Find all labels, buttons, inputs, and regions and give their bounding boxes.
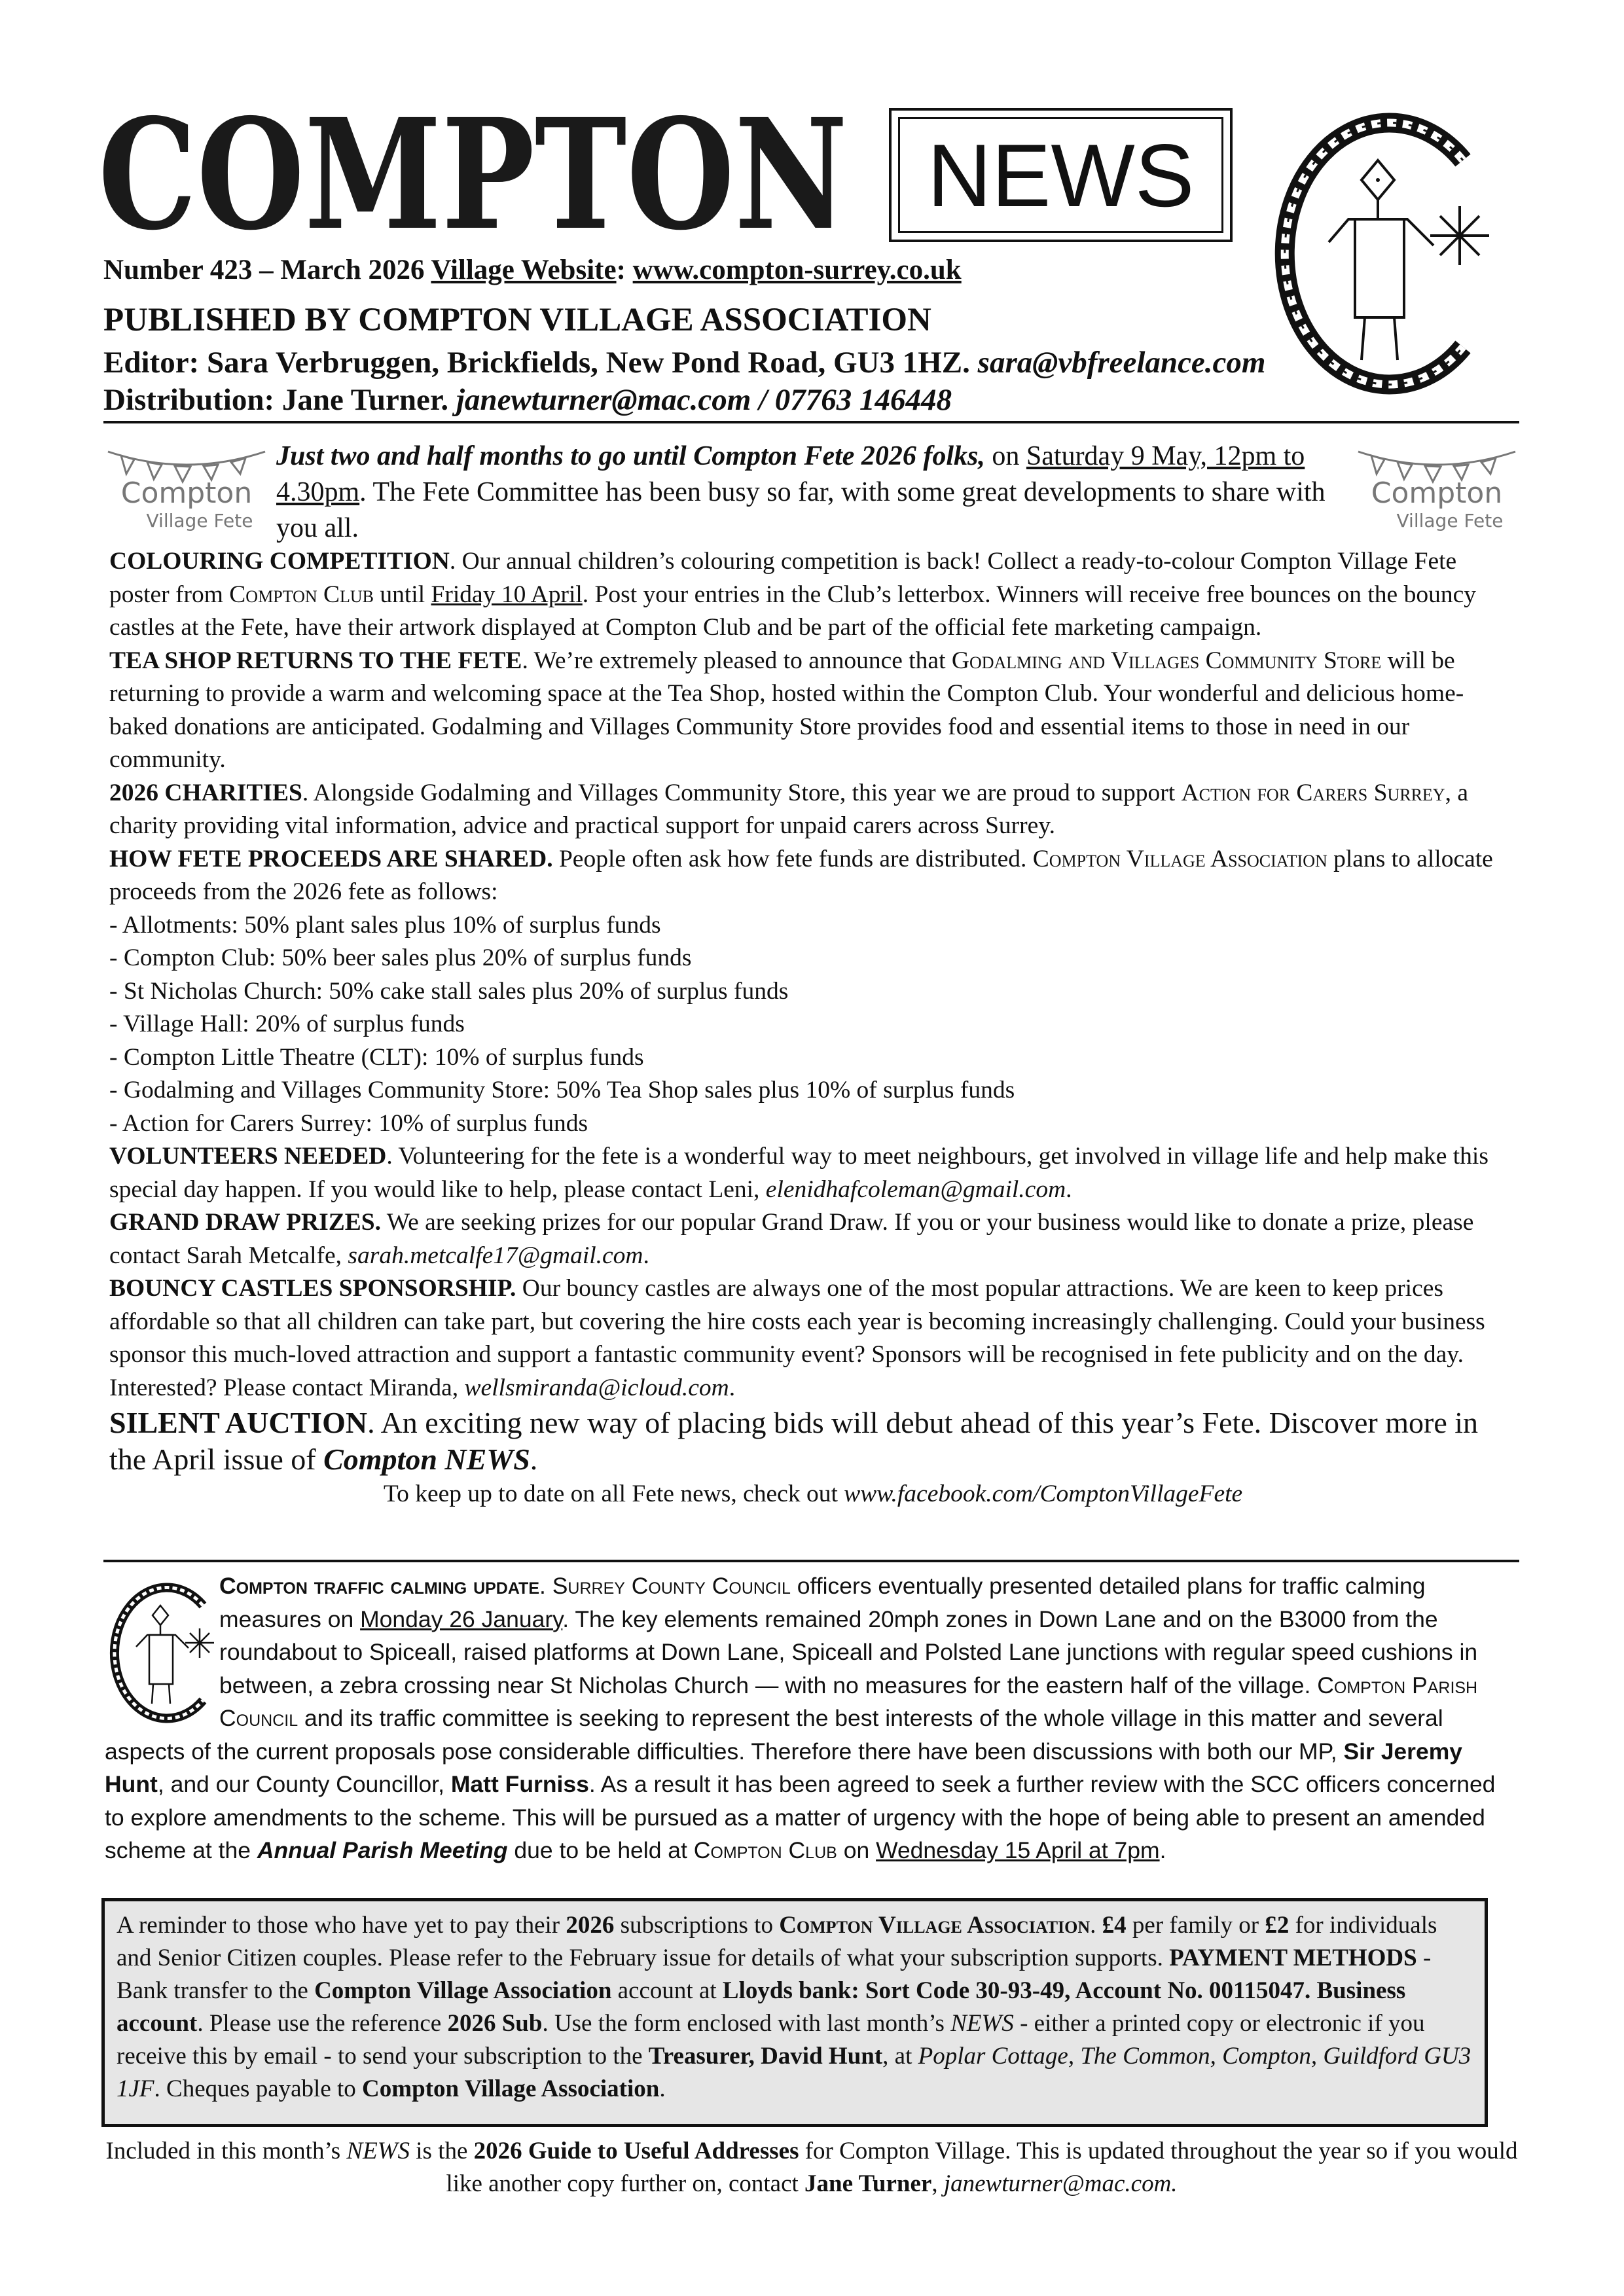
news-box (889, 108, 1233, 242)
charities-heading: 2026 CHARITIES (109, 779, 302, 806)
bouncy-castles-email[interactable]: wellsmiranda@icloud.com (464, 1374, 729, 1401)
issue-number: Number 423 – March 2026 (103, 255, 425, 285)
list-item: - Village Hall: 20% of surplus funds (109, 1011, 465, 1037)
proceeds-heading: HOW FETE PROCEEDS ARE SHARED. (109, 845, 553, 872)
colouring-paragraph: COLOURING COMPETITION. Our annual children’s colouring competition is back! Collect a ready-to-colour Compton Village Fete poster from Compton Club until Friday 10 April. Post your entries in the Club’s letterbox. Winners will receive free bounces on the bouncy castles at the Fete, have their artwork displayed at Compton Club and be part of the official fete marketing campaign. (109, 548, 1476, 641)
svg-text:Compton: Compton (120, 476, 253, 510)
bouncy-castles-heading: BOUNCY CASTLES SPONSORSHIP. (109, 1275, 516, 1302)
facebook-line: To keep up to date on all Fete news, check out www.facebook.com/ComptonVillageFete (383, 1480, 1243, 1507)
fete-intro: Just two and half months to go until Compton Fete 2026 folks, on Saturday 9 May, 12pm to 4.30pm. The Fete Committee has been busy so far, with some great developments to share with you all. (276, 441, 1326, 543)
volunteers-heading: VOLUNTEERS NEEDED (109, 1143, 387, 1170)
issue-line: Number 423 – March 2026 Village Website: www.compton-surrey.co.uk (103, 255, 962, 285)
distribution-name: Distribution: Jane Turner. (103, 383, 449, 417)
tea-shop-paragraph: TEA SHOP RETURNS TO THE FETE. We’re extremely pleased to announce that Godalming and Villages Community Store will be returning to provide a warm and welcoming space at the Tea Shop, hosted within the Compton Club. Your wonderful and delicious home-baked donations are anticipated. Godalming and Villages Community Store provides food and essential items to those in need in our community. (109, 647, 1464, 773)
publisher-line: PUBLISHED BY COMPTON VILLAGE ASSOCIATION (103, 302, 931, 338)
distribution-contact[interactable]: janewturner@mac.com / 07763 146448 (456, 383, 952, 417)
tea-shop-heading: TEA SHOP RETURNS TO THE FETE (109, 647, 522, 674)
website-link[interactable]: www.compton-surrey.co.uk (632, 255, 962, 285)
guide-notice: Included in this month’s NEWS is the 2026 Guide to Useful Addresses for Compton Village. This is updated throughout the year so if you would like another copy further on, contact Jane Turner, janewturner@mac.com. (105, 2138, 1518, 2197)
editor-email[interactable]: sara@vbfreelance.com (977, 346, 1266, 380)
grand-draw-heading: GRAND DRAW PRIZES. (109, 1209, 381, 1236)
traffic-article: Compton traffic calming update. Surrey County Council officers eventually presented detailed plans for traffic calming measures on Monday 26 January. The key elements remained 20mph zones in Down Lane and on the B3000 from the roundabout to Spiceall, raised platforms at Down Lane, Spiceall and Polsted Lane junctions with regular speed cushions in between, a zebra crossing near St Nicholas Church — with no measures for the eastern half of the village. Compton Parish Council and its traffic committee is seeking to represent the best interests of the whole village in this matter and several aspects of the current proposals pose considerable difficulties. Therefore there have been discussions with both our MP, Sir Jeremy Hunt, and our County Councillor, Matt Furniss. As a result it has been agreed to seek a further review with the SCC officers concerned to explore amendments to the scheme. This will be pursued as a matter of urgency with the hope of being able to present an amended scheme at the Annual Parish Meeting due to be held at Compton Club on Wednesday 15 April at 7pm. (105, 1570, 1519, 1867)
grand-draw-email[interactable]: sarah.metcalfe17@gmail.com (348, 1242, 643, 1269)
volunteers-paragraph: VOLUNTEERS NEEDED. Volunteering for the fete is a wonderful way to meet neighbours, get involved in village life and help make this special day happen. If you would like to help, please contact Leni, elenidhafcoleman@gmail.com. (109, 1143, 1489, 1203)
charities-paragraph: 2026 CHARITIES. Alongside Godalming and Villages Community Store, this year we are proud to support Action for Carers Surrey, a charity providing vital information, advice and practical support for unpaid carers across Surrey. (109, 779, 1468, 839)
grand-draw-paragraph: GRAND DRAW PRIZES. We are seeking prizes for our popular Grand Draw. If you or your business would like to donate a prize, please contact Sarah Metcalfe, sarah.metcalfe17@gmail.com. (109, 1209, 1474, 1269)
list-item: - Godalming and Villages Community Store: 50% Tea Shop sales plus 10% of surplus funds (109, 1077, 1015, 1103)
editor-line (103, 345, 1265, 380)
fete-intro-lead: Just two and half months to go until Compton Fete 2026 folks, (276, 441, 985, 471)
treasurer-address: Poplar Cottage, The Common, Compton, Guildford GU3 1JF (117, 2043, 1471, 2102)
distribution-line (103, 382, 952, 418)
list-item: - Action for Carers Surrey: 10% of surplus funds (109, 1109, 588, 1137)
masthead-title (98, 98, 851, 262)
website-label: Village Website (431, 255, 617, 285)
section-divider (103, 1560, 1519, 1562)
svg-text:Village Fete: Village Fete (1396, 510, 1504, 531)
fete-bunting-logo-icon (1352, 432, 1522, 537)
volunteers-email[interactable]: elenidhafcoleman@gmail.com (765, 1175, 1066, 1203)
subscription-reminder-box: A reminder to those who have yet to pay their 2026 subscriptions to Compton Village Association. £4 per family or £2 for individuals and Senior Citizen couples. Please refer to the February issue for details of what your subscription supports. PAYMENT METHODS - Bank transfer to the Compton Village Association account at Lloyds bank: Sort Code 30-93-49, Account No. 00115047. Business account. Please use the reference 2026 Sub. Use the form enclosed with last month’s NEWS - either a printed copy or electronic if you receive this by email - to send your subscription to the Treasurer, David Hunt, at Poplar Cottage, The Common, Compton, Guildford GU3 1JF. Cheques payable to Compton Village Association. (101, 1898, 1488, 2127)
list-item: - Compton Little Theatre (CLT): 10% of surplus funds (109, 1043, 644, 1071)
guide-contact-email[interactable]: janewturner@mac.com. (943, 2170, 1178, 2197)
section-divider (103, 421, 1519, 423)
editor-name: Editor: Sara Verbruggen, Brickfields, New Pond Road, GU3 1HZ. (103, 346, 970, 380)
list-item: - Compton Club: 50% beer sales plus 20% of surplus funds (109, 944, 692, 971)
village-logo-c-icon (1267, 98, 1489, 406)
svg-text:COMPTON: COMPTON (98, 98, 848, 262)
news-box-label: NEWS (898, 117, 1223, 233)
bouncy-castles-paragraph: BOUNCY CASTLES SPONSORSHIP. Our bouncy castles are always one of the most popular attractions. We are keen to keep prices affordable so that all children can take part, but covering the hire costs each year is becoming increasingly challenging. Could your business sponsor this much-loved attraction and support a fantastic community event? Sponsors will be recognised in fete publicity and on the day. Interested? Please contact Miranda, wellsmiranda@icloud.com. (109, 1275, 1485, 1401)
village-logo-c-icon (105, 1570, 219, 1734)
payment-methods-heading: PAYMENT METHODS (1169, 1945, 1417, 1971)
fete-bunting-logo-icon (101, 432, 272, 537)
svg-text:Compton: Compton (1371, 476, 1503, 510)
svg-text:Village Fete: Village Fete (146, 510, 253, 531)
traffic-heading: Compton traffic calming update (219, 1573, 539, 1599)
fete-date: Saturday 9 May, 12pm to 4.30pm (276, 441, 1305, 507)
proceeds-paragraph: HOW FETE PROCEEDS ARE SHARED. People often ask how fete funds are distributed. Compton Village Association plans to allocate proceeds from the 2026 fete as follows: (109, 845, 1493, 905)
list-item: - Allotments: 50% plant sales plus 10% of surplus funds (109, 911, 661, 939)
fete-article (109, 545, 1517, 1511)
facebook-link[interactable]: www.facebook.com/ComptonVillageFete (844, 1480, 1243, 1507)
silent-auction-heading: SILENT AUCTION (109, 1406, 368, 1439)
colouring-heading: COLOURING COMPETITION (109, 548, 450, 575)
bank-details: Lloyds bank: Sort Code 30-93-49, Account No. 00115047. Business account (117, 1977, 1406, 2037)
list-item: - St Nicholas Church: 50% cake stall sales plus 20% of surplus funds (109, 977, 789, 1005)
silent-auction-paragraph: SILENT AUCTION. An exciting new way of placing bids will debut ahead of this year’s Fete. Discover more in the April issue of Compton NEWS. (109, 1406, 1479, 1476)
